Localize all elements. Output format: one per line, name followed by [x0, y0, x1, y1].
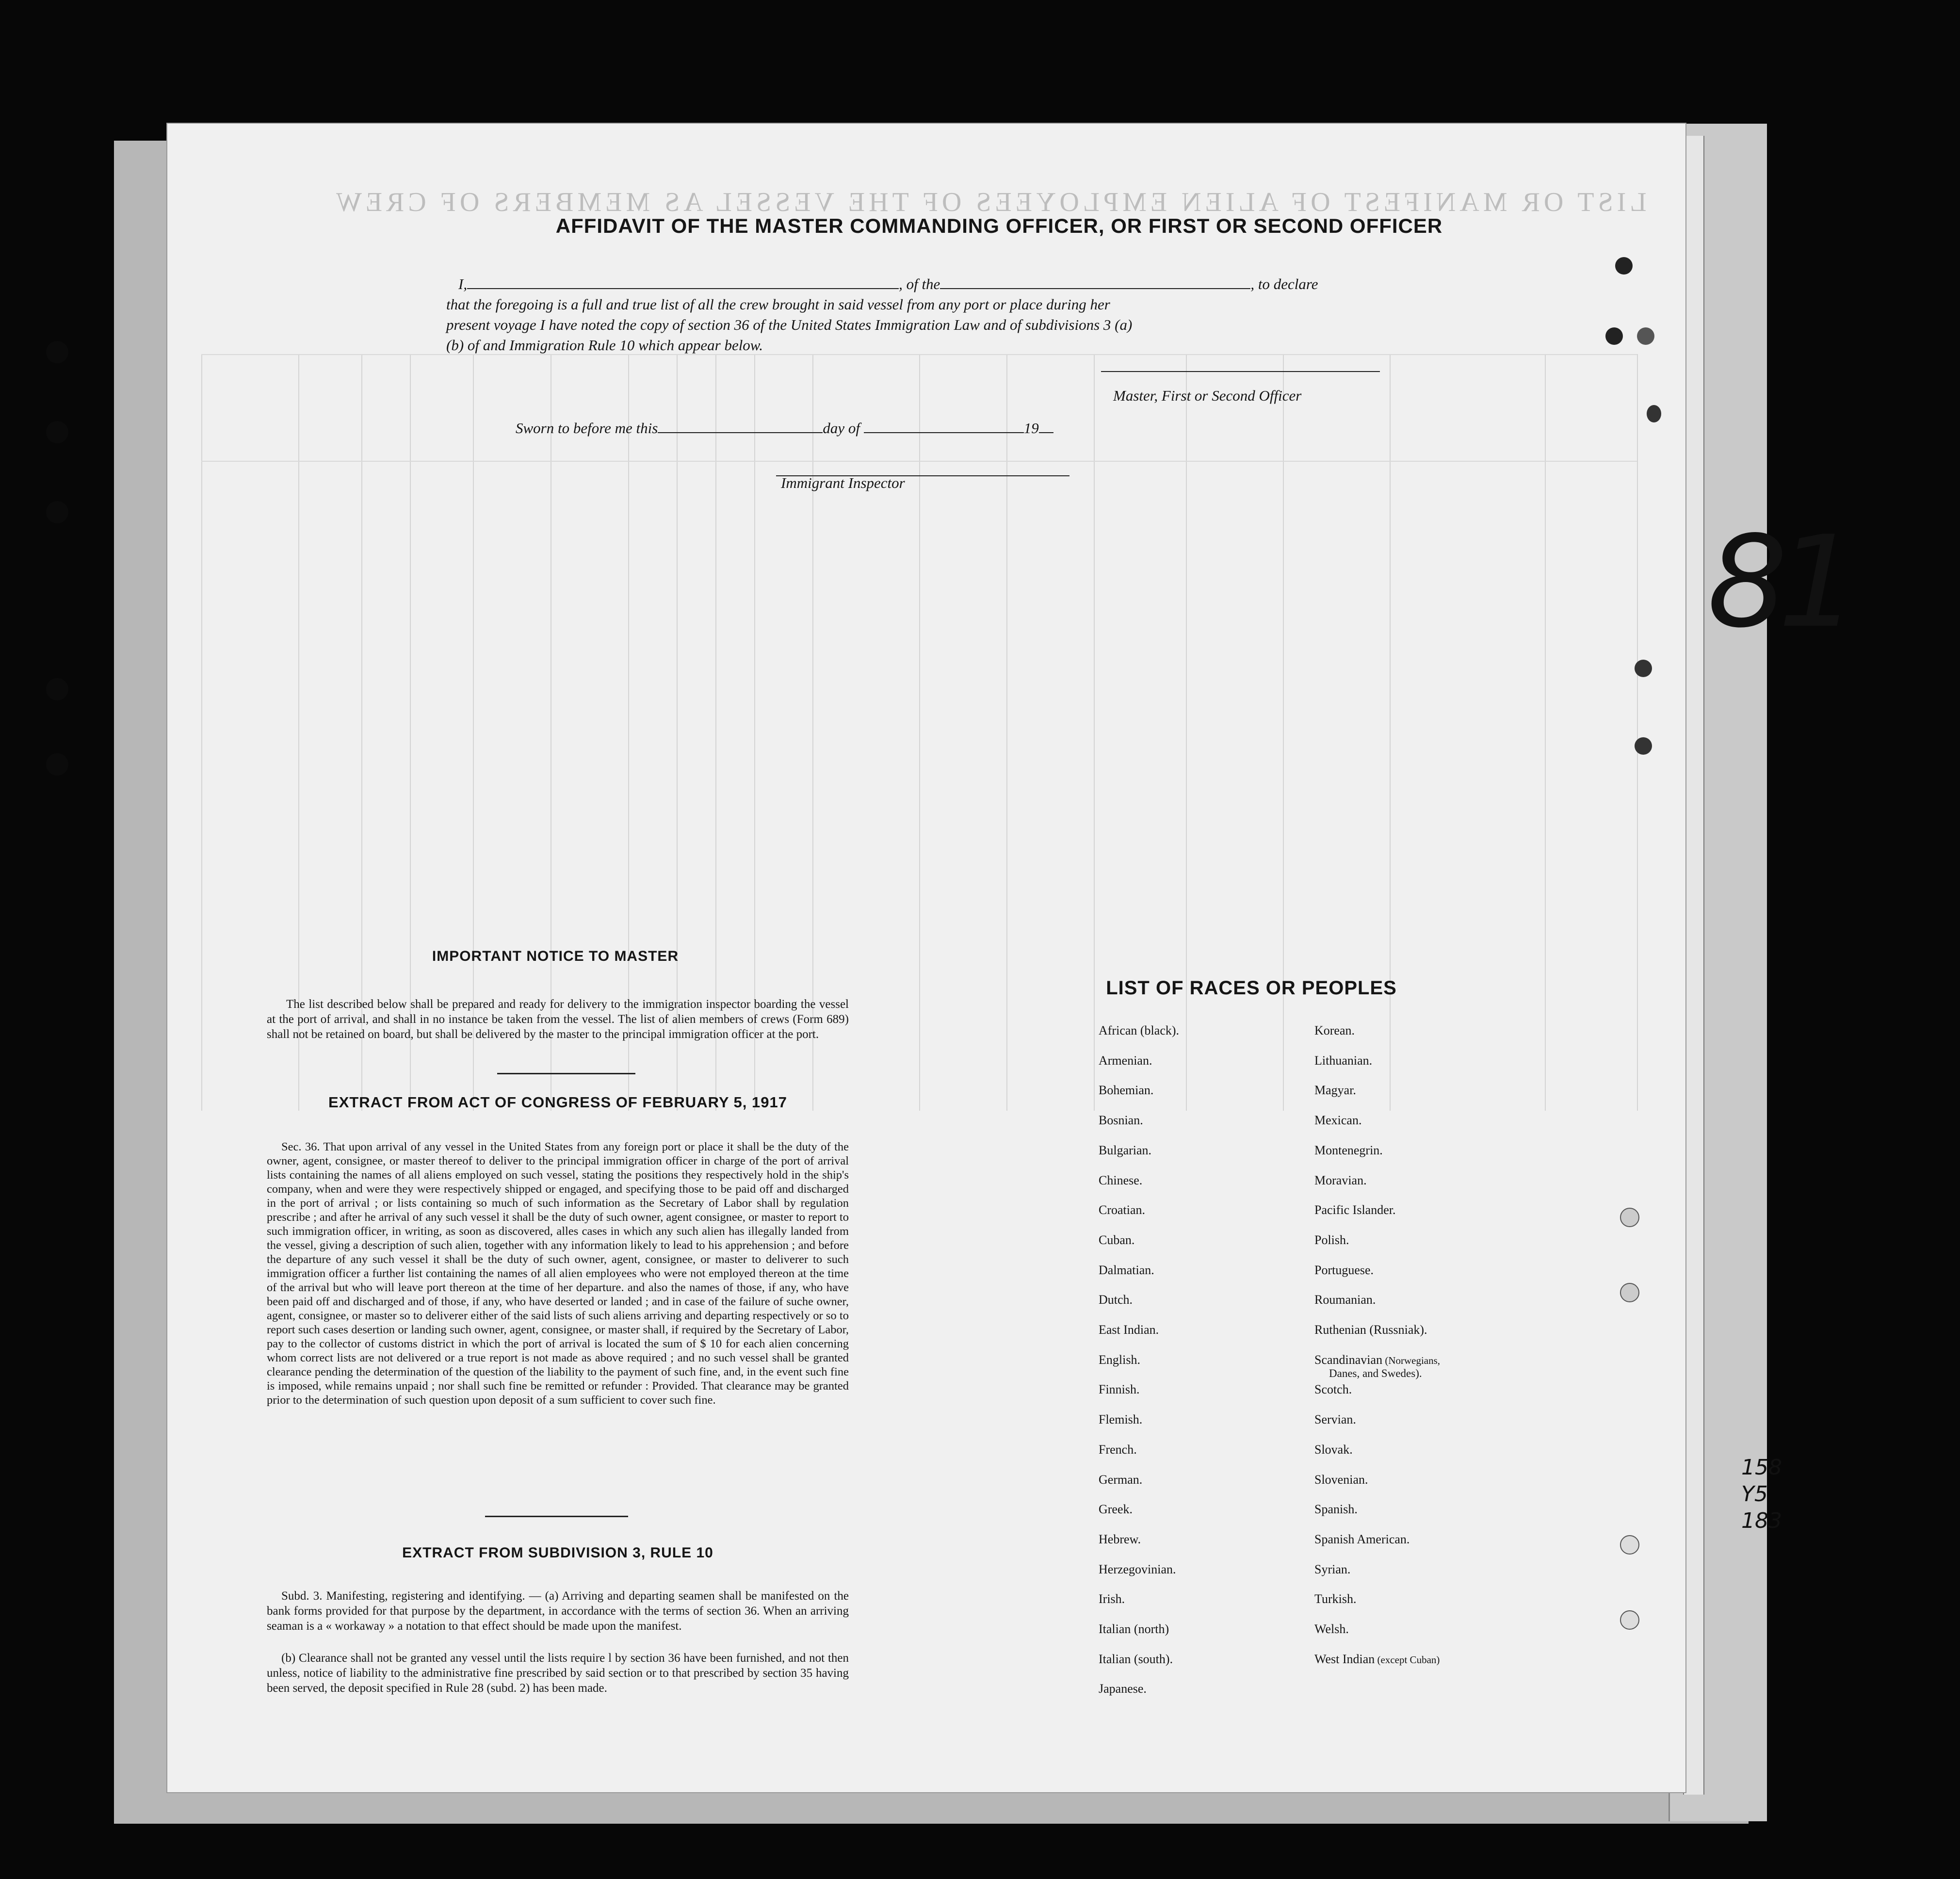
signature-label: Master, First or Second Officer	[1113, 387, 1302, 404]
race-item: African (black).	[1099, 1023, 1180, 1037]
race-item: Flemish.	[1099, 1412, 1143, 1427]
race-item: Spanish American.	[1314, 1532, 1410, 1546]
race-item: Polish.	[1314, 1232, 1349, 1247]
race-item: German.	[1099, 1472, 1143, 1487]
race-note: (Norwegians,	[1382, 1354, 1441, 1366]
race-item: Pacific Islander.	[1314, 1203, 1396, 1217]
affidavit-line-1	[458, 274, 1550, 294]
race-item: Dalmatian.	[1099, 1263, 1154, 1277]
day-of-label: day of	[823, 420, 860, 437]
divider	[485, 1516, 628, 1517]
race-item: Korean.	[1314, 1023, 1355, 1037]
year-label: 19	[1023, 420, 1039, 437]
punch-hole	[1635, 660, 1652, 677]
race-item: Spanish.	[1314, 1502, 1358, 1517]
act-heading: EXTRACT FROM ACT OF CONGRESS OF FEBRUARY 5, 1917	[328, 1094, 787, 1111]
margin-tally-2: Y5	[1741, 1482, 1768, 1506]
stacked-pages-edge-inner	[1683, 136, 1704, 1795]
race-item: Bohemian.	[1099, 1083, 1154, 1098]
races-heading: LIST OF RACES OR PEOPLES	[1106, 977, 1397, 999]
race-item: West Indian (except Cuban)	[1314, 1652, 1440, 1666]
race-item: Japanese.	[1099, 1682, 1147, 1696]
binder-hole	[46, 421, 68, 443]
race-item: Bosnian.	[1099, 1113, 1143, 1128]
race-item: Ruthenian (Russniak).	[1314, 1323, 1427, 1337]
i-label: I,	[458, 275, 468, 292]
race-item: Herzegovinian.	[1099, 1562, 1176, 1576]
sworn-month-blank	[864, 420, 1024, 433]
affidavit-page	[167, 124, 1685, 1792]
affidavit-line-2: that the foregoing is a full and true list of all the crew brought in said vessel from any port or place during her	[446, 296, 1110, 313]
binder-hole	[46, 753, 68, 776]
signature-line	[1101, 371, 1380, 372]
race-item: Armenian.	[1099, 1053, 1152, 1068]
sworn-label: Sworn to before me this	[516, 420, 658, 437]
name-blank	[467, 275, 899, 289]
race-item: Scandinavian (Norwegians, Danes, and Swedes).	[1314, 1352, 1441, 1379]
race-item: Croatian.	[1099, 1203, 1146, 1217]
affidavit-line-3: present voyage I have noted the copy of section 36 of the United States Immigration Law and of subdivisions 3 (a)	[446, 316, 1133, 333]
punch-hole	[1615, 257, 1633, 275]
race-item: Moravian.	[1314, 1173, 1367, 1187]
binder-hole	[46, 678, 68, 700]
margin-big-number: 81	[1707, 509, 1848, 656]
of-the-label: , of the	[899, 275, 940, 292]
race-item: Servian.	[1314, 1412, 1356, 1427]
punch-hole	[1620, 1283, 1639, 1302]
affidavit-title: AFFIDAVIT OF THE MASTER COMMANDING OFFICER, OR FIRST OR SECOND OFFICER	[555, 214, 1443, 237]
race-item: Turkish.	[1314, 1592, 1357, 1606]
binder-hole	[46, 341, 68, 363]
inspector-label: Immigrant Inspector	[781, 474, 905, 491]
rule-text-b: (b) Clearance shall not be granted any vessel until the lists require l by section 36 have been furnished, and not then unless, notice of liability to the administrative fine prescribed by said section or to that prescribed by section 35 having been served, the deposit specified in Rule 28 (subd. 2) has been made.	[267, 1652, 849, 1695]
race-item: Lithuanian.	[1314, 1053, 1373, 1068]
race-item: Welsh.	[1314, 1622, 1349, 1636]
to-declare-label: , to declare	[1250, 275, 1318, 292]
affidavit-line-4: (b) of and Immigration Rule 10 which appear below.	[446, 337, 763, 354]
race-note: (except Cuban)	[1375, 1653, 1440, 1666]
sworn-line	[516, 418, 1195, 438]
act-text: Sec. 36. That upon arrival of any vessel in the United States from any foreign port or place it shall be the duty of the owner, agent, consignee, or master thereof to deliver to the principal immigration officer in charge of the port of arrival lists containing the names of all aliens employed on such vessel, stating the positions they respectively hold in the ship's company, when and were they were respectively shipped or engaged, and specifying those to be paid off and discharged in the port of arrival ; or lists containing so much of such information as the Secretary of Labor shall by regulation prescribe ; and after he arrival of any such vessel it shall be the duty of such owner, agent consignee, or master to report to such immigration officer, in writing, as soon as discovered, alles cases in which any such alien has illegally landed from the vessel, giving a description of such alien, together with any information likely to lead to his apprehension ; and before the departure of any such vessel it shall be the duty of such owner, agent, consignee, or master to deliverer to such immigration officer a further list containing the names of all alien employees who were not employed thereon at the time of the arrival but who will leave port thereon at the time of her departure. and also the names of those, if any, who have been paid off and discharged and of those, if any, who have deserted or landed ; and in case of the failure of suche owner, agent, consignee, or master so to deliverer either of the said lists of such aliens arriving and departing respectively or so to report such cases desertion or landing such owner, agent, consignee, or master shall, if required by the Secretary of Labor, pay to the collector of customs district in which the port of arrival is located the sum of $ 10 for each alien concerning whom correct lists are not delivered or a true report is not made as above required ; and no such vessel shall be granted clearance pending the determination of the question of the liability to the payment of such fine, and, in the event such fine is imposed, while remains unpaid ; nor shall such fine be remitted or refunder : Provided. That clearance may be granted prior to the determination of such question upon deposit of a sum sufficient to cover such fine.	[267, 1140, 849, 1407]
divider	[497, 1073, 635, 1074]
race-item: Italian (north)	[1099, 1622, 1169, 1636]
bleed-through-header: LIST OR MANIFEST OF ALIEN EMPLOYEES OF THE VESSEL AS MEMBERS OF CREW	[332, 187, 1647, 217]
race-item: Slovenian.	[1314, 1472, 1368, 1487]
race-item: Greek.	[1099, 1502, 1133, 1517]
race-item: East Indian.	[1099, 1323, 1159, 1337]
race-item: Mexican.	[1314, 1113, 1362, 1128]
punch-hole	[1620, 1535, 1639, 1555]
rule-heading: EXTRACT FROM SUBDIVISION 3, RULE 10	[402, 1545, 713, 1561]
race-item: French.	[1099, 1442, 1137, 1457]
margin-tally-3: 183	[1741, 1508, 1782, 1533]
race-item: Bulgarian.	[1099, 1143, 1152, 1157]
punch-hole	[1635, 737, 1652, 755]
race-item: Scotch.	[1314, 1382, 1352, 1397]
race-item: Chinese.	[1099, 1173, 1143, 1187]
race-item: English.	[1099, 1352, 1140, 1367]
punch-hole	[1637, 327, 1654, 345]
race-item: Italian (south).	[1099, 1652, 1173, 1666]
notice-text: The list described below shall be prepared and ready for delivery to the immigration inspector boarding the vessel at the port of arrival, and shall in no instance be taken from the vessel. The list of alien members of crews (Form 689) shall not be retained on board, but shall be delivered by the master to the principal immigration officer at the port.	[267, 998, 849, 1041]
race-item: Cuban.	[1099, 1232, 1135, 1247]
punch-hole	[1620, 1610, 1639, 1630]
sworn-year-blank	[1039, 420, 1053, 433]
margin-tally-1: 158	[1741, 1455, 1782, 1480]
race-item: Irish.	[1099, 1592, 1125, 1606]
punch-hole	[1605, 327, 1623, 345]
punch-hole	[1647, 405, 1661, 422]
race-item: Montenegrin.	[1314, 1143, 1383, 1157]
vessel-blank	[940, 275, 1250, 289]
race-item: Roumanian.	[1314, 1293, 1376, 1307]
race-note: Danes, and Swedes).	[1329, 1367, 1422, 1379]
race-item: Dutch.	[1099, 1293, 1133, 1307]
notice-heading: IMPORTANT NOTICE TO MASTER	[432, 948, 679, 964]
race-item: Syrian.	[1314, 1562, 1351, 1576]
binder-hole	[46, 501, 68, 523]
race-item: Finnish.	[1099, 1382, 1140, 1397]
race-item: Magyar.	[1314, 1083, 1356, 1098]
sworn-day-blank	[658, 420, 823, 433]
punch-hole	[1620, 1208, 1639, 1227]
rule-text-a: Subd. 3. Manifesting, registering and identifying. — (a) Arriving and departing seamen shall be manifested on the bank forms provided for that purpose by the department, in accordance with the terms of section 36. When an arriving seaman is a « workaway » a notation to that effect should be made upon the manifest.	[267, 1589, 849, 1633]
race-item: Hebrew.	[1099, 1532, 1141, 1546]
race-item: Slovak.	[1314, 1442, 1353, 1457]
race-item: Portuguese.	[1314, 1263, 1374, 1277]
